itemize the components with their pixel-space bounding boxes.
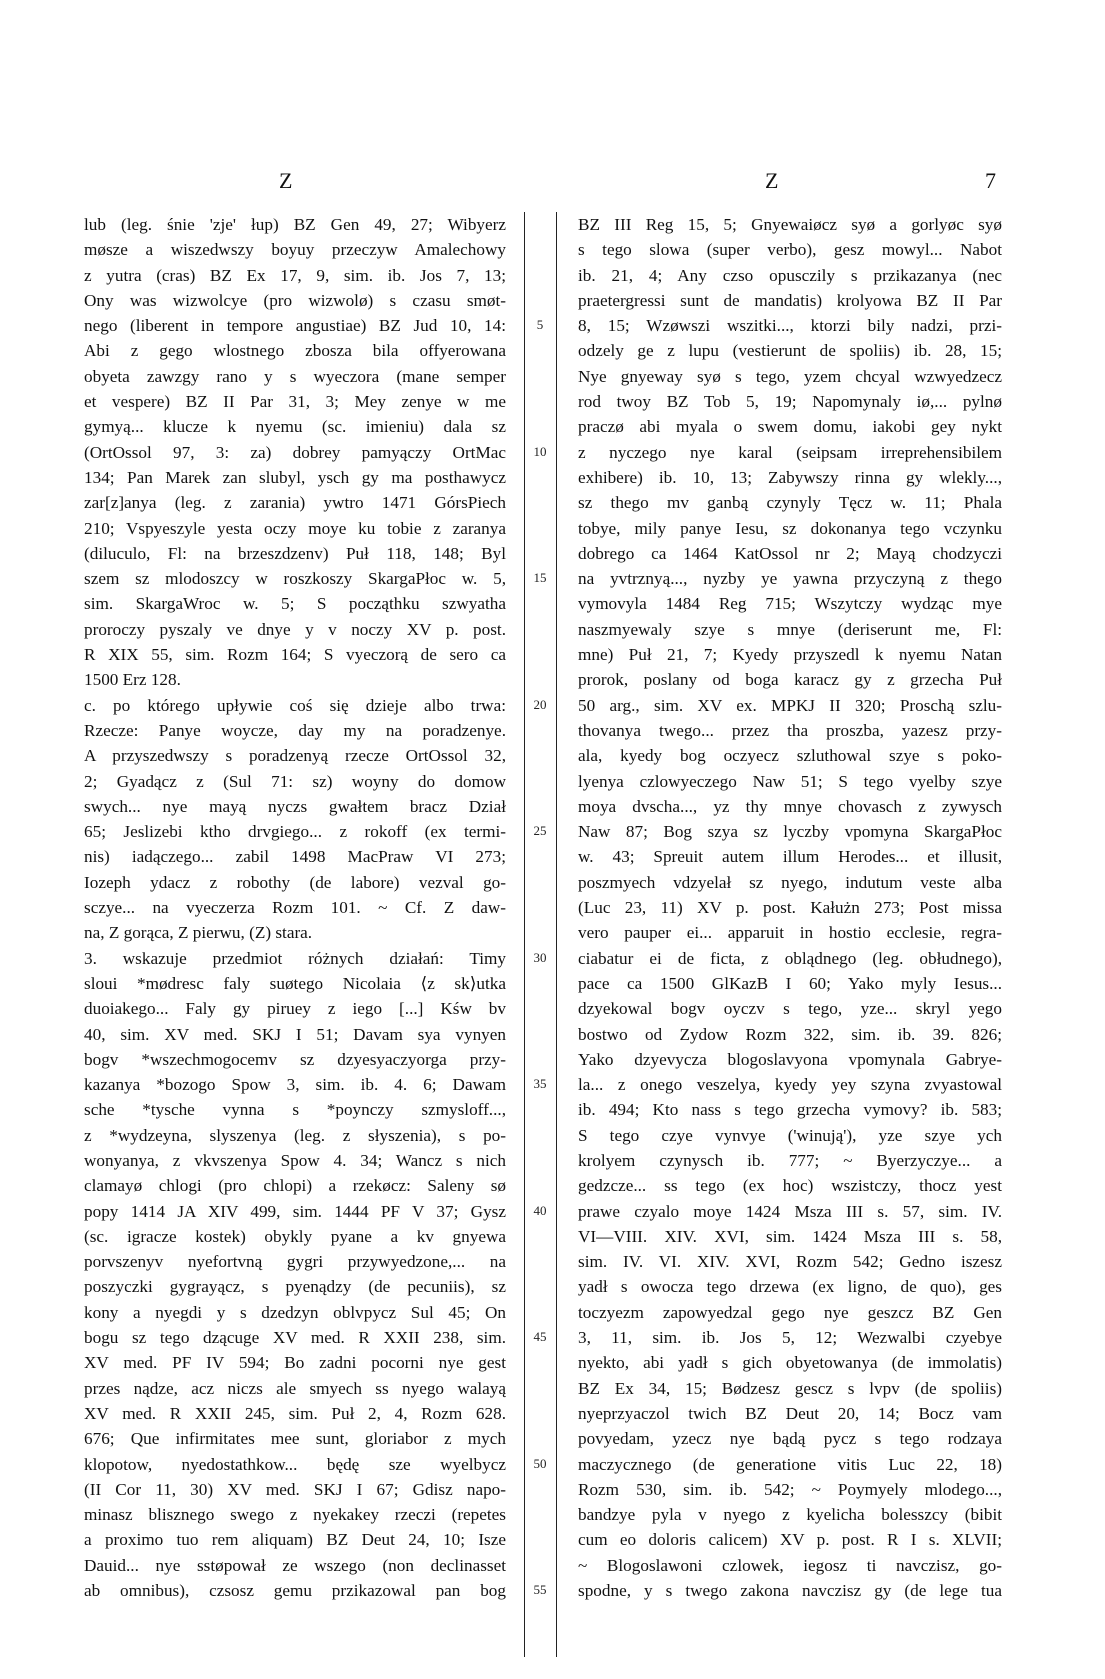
text-line: w. 43; Spreuit autem illum Herodes... et illusit, <box>578 847 1002 867</box>
text-line: et vespere) BZ II Par 31, 3; Mey zenye w me <box>84 392 506 412</box>
text-line: Iozeph ydacz z robothy (de labore) vezval go- <box>84 872 506 892</box>
text-line: Naw 87; Bog szya sz lyczby vpomyna SkargaPłoc <box>578 822 1002 842</box>
text-line: ib. 21, 4; Any czso opusczily s przikazanya (nec <box>578 265 1002 285</box>
text-line: a proximo tuo rem aliquam) BZ Deut 24, 10; Isze <box>84 1530 506 1550</box>
text-line: s tego slowa (super verbo), gesz mowyl... Nabot <box>578 240 1002 260</box>
text-line: exhibere) ib. 10, 13; Zabywszy rinna gy wlekly..., <box>578 467 1002 487</box>
text-line: Dauid... nye sstøpował ze wszego (non declinasset <box>84 1555 506 1575</box>
text-line: sche *tysche vynna s *poynczy szmysloff..., <box>84 1100 506 1120</box>
page-number: 7 <box>985 168 996 193</box>
text-line: klopotow, nyedostathkow... będę sze wyelbycz <box>84 1454 506 1474</box>
column-rule-right <box>556 212 557 1657</box>
text-line: praczø abi myala o swem domu, iakobi gey nykt <box>578 417 1002 437</box>
text-line: 50 arg., sim. XV ex. MPKJ II 320; Proschą szlu- <box>578 695 1002 715</box>
text-line: yadł s owocza tego drzewa (ex ligno, de quo), ges <box>578 1277 1002 1297</box>
text-line: sim. SkargaWroc w. 5; S począthku szwyatha <box>84 594 506 614</box>
text-line: vero pauper ei... apparuit in hostio ecclesie, regra- <box>578 923 1002 943</box>
text-line: dzyekowal bogv oyczv s tego, yze... skryl yego <box>578 999 1002 1019</box>
text-line: R XIX 55, sim. Rozm 164; S vyeczorą de sero ca <box>84 645 506 665</box>
text-line: 3. wskazuje przedmiot różnych działań: Timy <box>84 948 506 968</box>
left-column <box>84 212 506 1603</box>
text-line: sim. IV. VI. XIV. XVI, Rozm 542; Gedno iszesz <box>578 1252 1002 1272</box>
line-number: 35 <box>533 1076 547 1092</box>
text-line: BZ Ex 34, 15; Bødzesz gescz s lvpv (de spoliis) <box>578 1378 1002 1398</box>
text-line: z *wydzeyna, slyszenya (leg. z słyszenia), s po- <box>84 1125 506 1145</box>
text-line: Rzecze: Panye woycze, day my na poradzenye. <box>84 720 506 740</box>
text-line: bostwo od Zydow Rozm 322, sim. ib. 39. 826; <box>578 1024 1002 1044</box>
text-line: nyeprzyaczol twich BZ Deut 20, 14; Bocz vam <box>578 1403 1002 1423</box>
text-line: kazanya *bozogo Spow 3, sim. ib. 4. 6; Dawam <box>84 1075 506 1095</box>
right-column <box>578 212 1002 1603</box>
text-line: szem sz mlodoszcy w roszkoszy SkargaPłoc w. 5, <box>84 569 506 589</box>
text-line: z nyczego nye karal (seipsam irreprehensibilem <box>578 442 1002 462</box>
text-line: ciabatur ei de ficta, z oblądnego (leg. obłudnego), <box>578 948 1002 968</box>
text-line: porvszenyv nyefortvną gygri przywyedzone,... na <box>84 1252 506 1272</box>
text-line: 40, sim. XV med. SKJ I 51; Davam sya vynyen <box>84 1024 506 1044</box>
text-line: A przyszedwszy s poradzenyą rzecze OrtOssol 32, <box>84 746 506 766</box>
text-line: sczye... na vyeczerza Rozm 101. ~ Cf. Z daw- <box>84 898 506 918</box>
text-line: 65; Jeslizebi ktho drvgiego... z rokoff (ex termi- <box>84 822 506 842</box>
text-line: ib. 494; Kto nass s tego grzecha vymovy? ib. 583; <box>578 1100 1002 1120</box>
text-line: toczyezm zapowyedzal gego nye geszcz BZ Gen <box>578 1302 1002 1322</box>
text-line: vymovyla 1484 Reg 715; Wszytczy wydząc mye <box>578 594 1002 614</box>
text-line: S tego czye vynvye ('winują'), yze szye ych <box>578 1125 1002 1145</box>
text-line: thovanya twego... przez tha proszba, yazesz przy- <box>578 720 1002 740</box>
text-line: spodne, y s twego zakona navczisz gy (de lege tua <box>578 1581 1002 1601</box>
text-line: bogv *wszechmogocemv sz dzyesyaczyorga przy- <box>84 1049 506 1069</box>
text-line: c. po którego upływie coś się dzieje albo trwa: <box>84 695 506 715</box>
text-line: prorok, poslany od boga karacz gy z grzecha Puł <box>578 670 1002 690</box>
text-line: moya dvscha..., yz thy mnye chovasch z zywysch <box>578 796 1002 816</box>
text-line: kony a nyegdi y s dzedzyn oblvpycz Sul 45; On <box>84 1302 506 1322</box>
text-line: obyeta zawzgy rano y s wyeczora (mane semper <box>84 366 506 386</box>
line-number: 45 <box>533 1329 547 1345</box>
text-line: zar[z]anya (leg. z zarania) ywtro 1471 GórsPiech <box>84 493 506 513</box>
text-line: sz thego mv ganbą czynyly Tęcz w. 11; Phala <box>578 493 1002 513</box>
text-line: 8, 15; Wzøwszi wszitki..., ktorzi bily nadzi, przi- <box>578 316 1002 336</box>
running-head-right: Z <box>765 168 779 193</box>
text-line: pace ca 1500 GlKazB I 60; Yako myly Iesus... <box>578 973 1002 993</box>
text-line: Abi z gego wlostnego zbosza bila offyerowana <box>84 341 506 361</box>
text-line: duoiakego... Faly gy piruey z iego [...] Kśw bv <box>84 999 506 1019</box>
text-line: na yvtrznyą..., nyzby ye yawna przyczyną z thego <box>578 569 1002 589</box>
text-line: (OrtOssol 97, 3: za) dobrey pamyączy OrtMac <box>84 442 506 462</box>
text-line: Ony was wizwolcye (pro wizwolø) s czasu smøt- <box>84 290 506 310</box>
text-line: 3, 11, sim. ib. Jos 5, 12; Wezwalbi czyebye <box>578 1328 1002 1348</box>
text-line: krolyem czynysch ib. 777; ~ Byerzyczye... a <box>578 1150 1002 1170</box>
text-line: XV med. PF IV 594; Bo zadni pocorni nye gest <box>84 1353 506 1373</box>
text-line: (II Cor 11, 30) XV med. SKJ I 67; Gdisz napo- <box>84 1479 506 1499</box>
text-line: Yako dzyevycza blogoslavyona vpomynala Gabrye- <box>578 1049 1002 1069</box>
text-line: Nye gnyeway syø s tego, yzem chcyal wzwyedzecz <box>578 366 1002 386</box>
running-head-left: Z <box>279 168 293 193</box>
text-line: poszmyech vdzyelał sz nyego, indutum veste alba <box>578 872 1002 892</box>
text-line: (sc. igracze kostek) obykly pyane a kv gnyewa <box>84 1226 506 1246</box>
line-number: 55 <box>533 1582 547 1598</box>
text-line: maczycznego (de generatione vitis Luc 22, 18) <box>578 1454 1002 1474</box>
text-line: praetergressi sunt de mandatis) krolyowa BZ II Par <box>578 290 1002 310</box>
text-line: bogu sz tego dzącuge XV med. R XXII 238, sim. <box>84 1328 506 1348</box>
text-line: lyenya czlowyeczego Naw 51; S tego vyelby szye <box>578 771 1002 791</box>
text-line: 210; Vspyeszyle yesta oczy moye ku tobie z zaranya <box>84 518 506 538</box>
text-line: Rozm 530, sim. ib. 542; ~ Poymyely mlodego..., <box>578 1479 1002 1499</box>
text-line: prawe czyalo moye 1424 Msza III s. 57, sim. IV. <box>578 1201 1002 1221</box>
text-line: nyekto, abi yadł s gich obyetowanya (de immolatis) <box>578 1353 1002 1373</box>
text-line: clamayø chlogi (pro chlopi) a rzekøcz: Saleny sø <box>84 1176 506 1196</box>
text-line: przes nądze, acz niczs ale smyech ss nyego walayą <box>84 1378 506 1398</box>
text-line: rod twoy BZ Tob 5, 19; Napomynaly iø,... pylnø <box>578 392 1002 412</box>
text-line: (Luc 23, 11) XV p. post. Kałużn 273; Post missa <box>578 898 1002 918</box>
line-number: 5 <box>536 317 544 333</box>
text-line: bandzye pyla v nyego z kyelicha bolesszcy (bibit <box>578 1505 1002 1525</box>
text-line: VI—VIII. XIV. XVI, sim. 1424 Msza III s. 58, <box>578 1226 1002 1246</box>
text-line: tobye, mily panye Iesu, sz dokonanya tego vczynku <box>578 518 1002 538</box>
text-line: minasz blisznego swego z nyekakey rzeczi (repetes <box>84 1505 506 1525</box>
text-line: møsze a wiszedwszy boyuy przeczyw Amalechowy <box>84 240 506 260</box>
text-line: la... z onego veszelya, kyedy yey szyna zvyastowal <box>578 1075 1002 1095</box>
line-number: 40 <box>533 1202 547 1218</box>
text-line: naszmyewaly szye s mnye (deriserunt me, Fl: <box>578 619 1002 639</box>
text-line: 676; Que infirmitates mee sunt, gloriabor z mych <box>84 1429 506 1449</box>
line-number-gutter <box>527 212 553 1657</box>
text-line: BZ III Reg 15, 5; Gnyewaiøcz syø a gorlyøc syø <box>578 215 1002 234</box>
text-line: popy 1414 JA XIV 499, sim. 1444 PF V 37; Gysz <box>84 1201 506 1221</box>
text-line: lub (leg. śnie 'zje' łup) BZ Gen 49, 27; Wibyerz <box>84 215 506 234</box>
line-number: 15 <box>533 570 547 586</box>
text-line: na, Z gorąca, Z pierwu, (Z) stara. <box>84 923 313 943</box>
text-line: poszyczki gygrayącz, s pyenądzy (de pecuniis), sz <box>84 1277 506 1297</box>
column-rule-left <box>524 212 525 1657</box>
text-line: ala, kyedy bog oczyecz szluthowal szye s poko- <box>578 746 1002 766</box>
line-number: 10 <box>533 443 547 459</box>
text-line: wonyanya, z vkvszenya Spow 4. 34; Wancz s nich <box>84 1150 506 1170</box>
text-line: cum eo doloris calicem) XV p. post. R I s. XLVII; <box>578 1530 1002 1550</box>
line-number: 25 <box>533 823 547 839</box>
text-line: gymyą... klucze k nyemu (sc. imieniu) dala sz <box>84 417 506 437</box>
text-line: ab omnibus), czsosz gemu przikazowal pan bog <box>84 1581 506 1601</box>
text-line: 2; Gyadącz z (Sul 71: sz) woyny do domow <box>84 771 506 791</box>
line-number: 20 <box>533 696 547 712</box>
text-line: gedzcze... ss tego (ex hoc) wszistczy, thocz yest <box>578 1176 1002 1196</box>
text-line: sloui *mødresc faly suøtego Nicolaia ⟨z sk⟩utka <box>84 973 506 993</box>
line-number: 50 <box>533 1455 547 1471</box>
text-line: swych... nye mayą nyczs gwałtem bracz Dział <box>84 796 506 816</box>
text-line: 1500 Erz 128. <box>84 670 181 690</box>
line-number: 30 <box>533 949 547 965</box>
text-line: nis) iadączego... zabil 1498 MacPraw VI 273; <box>84 847 506 867</box>
text-line: mne) Puł 21, 7; Kyedy przyszedl k nyemu Natan <box>578 645 1002 665</box>
text-line: ~ Blogoslawoni czlowek, iegosz ti navczisz, go- <box>578 1555 1002 1575</box>
text-line: odzely ge z lupu (vestierunt de spoliis) ib. 28, 15; <box>578 341 1002 361</box>
text-line: nego (liberent in tempore angustiae) BZ Jud 10, 14: <box>84 316 506 336</box>
text-line: XV med. R XXII 245, sim. Puł 2, 4, Rozm 628. <box>84 1403 506 1423</box>
text-line: dobrego ca 1464 KatOssol nr 2; Mayą chodzyczi <box>578 543 1002 563</box>
text-line: 134; Pan Marek zan slubyl, ysch gy ma posthawycz <box>84 467 506 487</box>
text-line: z yutra (cras) BZ Ex 17, 9, sim. ib. Jos 7, 13; <box>84 265 506 285</box>
text-line: proroczy pyszaly ve dnye y v noczy XV p. post. <box>84 619 506 639</box>
text-line: (diluculo, Fl: na brzeszdzenv) Puł 118, 148; Byl <box>84 543 506 563</box>
text-line: povyedam, yzecz nye bądą pycz s tego rodzaya <box>578 1429 1002 1449</box>
